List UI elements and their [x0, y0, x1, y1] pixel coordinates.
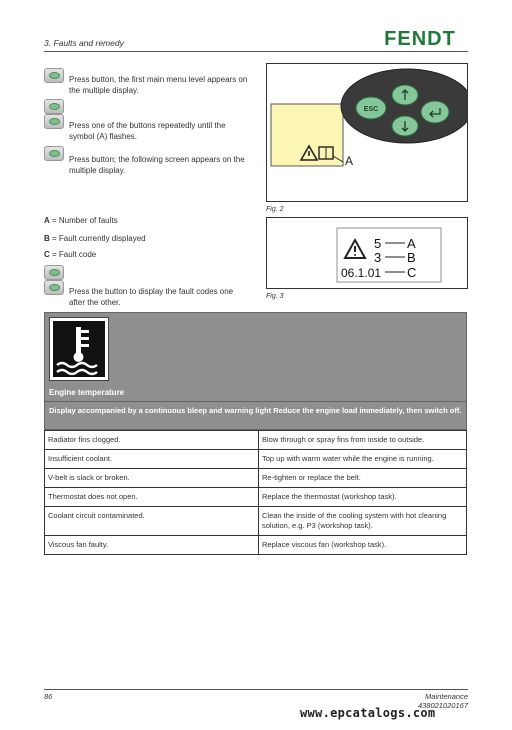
cause-cell: Coolant circuit contaminated.: [45, 507, 259, 536]
section-title: 3. Faults and remedy: [44, 38, 124, 48]
table-row: [45, 488, 467, 507]
fig2-callout-a: A: [345, 154, 354, 168]
warning-text: Display accompanied by a continuous bleep and warning light Reduce the engine load immediately, then switch off.: [44, 402, 467, 430]
footer-rule: [44, 689, 468, 690]
fendt-logo: [372, 27, 468, 49]
table-row: [45, 469, 467, 488]
footer-section: Maintenance: [425, 692, 468, 701]
fig3-callout-c: C: [407, 265, 417, 280]
coolant-temperature-icon: [49, 317, 109, 381]
current-fault-value: 3: [374, 250, 382, 265]
step-2-text: Press one of the buttons repeatedly until the symbol (A) flashes.: [69, 121, 226, 141]
table-row: [45, 536, 467, 555]
remedy-cell: Replace the thermostat (workshop task).: [259, 488, 467, 507]
cause-cell: Insufficient coolant.: [45, 450, 259, 469]
footer-doc-number: 438021020167: [417, 701, 468, 710]
cause-cell: V-belt is slack or broken.: [45, 469, 259, 488]
arrow-down-button-icon: [44, 280, 64, 295]
table-row: [45, 450, 467, 469]
enter-button-icon: [44, 68, 64, 83]
cause-cell: Viscous fan faulty.: [45, 536, 259, 555]
watermark: www.epcatalogs.com: [300, 706, 436, 720]
remedy-cell: Replace viscous fan (workshop task).: [259, 536, 467, 555]
cause-cell: Radiator fins clogged.: [45, 431, 259, 450]
remedy-cell: Top up with warm water while the engine is running.: [259, 450, 467, 469]
figure-3: [266, 217, 468, 289]
cause-cell: Thermostat does not open.: [45, 488, 259, 507]
figure-2-caption: Fig. 2: [266, 206, 284, 213]
legend-a: A = Number of faults: [44, 216, 118, 225]
figure-2-drawing: [267, 64, 467, 201]
remedy-cell: Clean the inside of the cooling system with hot cleaning solution, e.g. P3 (workshop task).: [259, 507, 467, 536]
figure-2: [266, 63, 468, 202]
arrow-up-button-icon: [44, 265, 64, 280]
brand-logo-text: FENDT: [384, 28, 456, 49]
legend-b: B = Fault currently displayed: [44, 234, 146, 243]
page-number: 86: [44, 692, 53, 701]
figure-3-caption: Fig. 3: [266, 293, 284, 300]
fault-code-value: 06.1.01: [341, 266, 382, 280]
fig3-callout-b: B: [407, 250, 416, 265]
step-4-text: Press the button to display the fault codes one after the other.: [69, 287, 234, 307]
fig3-callout-a: A: [407, 236, 416, 251]
step-1-text: Press button, the first main menu level appears on the multiple display.: [69, 75, 248, 95]
remedy-cell: Blow through or spray fins from inside to outside.: [259, 431, 467, 450]
remedy-cell: Re-tighten or replace the belt.: [259, 469, 467, 488]
legend-c: C = Fault code: [44, 250, 97, 259]
table-row: [45, 507, 467, 536]
step-3-text: Press button; the following screen appears on the multiple display.: [69, 155, 245, 175]
engine-temperature-panel: [44, 312, 467, 402]
fault-count-value: 5: [374, 236, 382, 251]
table-row: [45, 431, 467, 450]
figure-3-drawing: [267, 218, 467, 288]
faults-table: [44, 430, 467, 555]
esc-key-label: ESC: [363, 106, 379, 113]
arrow-up-button-icon: [44, 99, 64, 114]
header-rule: [44, 51, 468, 52]
enter-button-icon: [44, 146, 64, 161]
arrow-down-button-icon: [44, 114, 64, 129]
panel-title: Engine temperature: [49, 388, 125, 397]
